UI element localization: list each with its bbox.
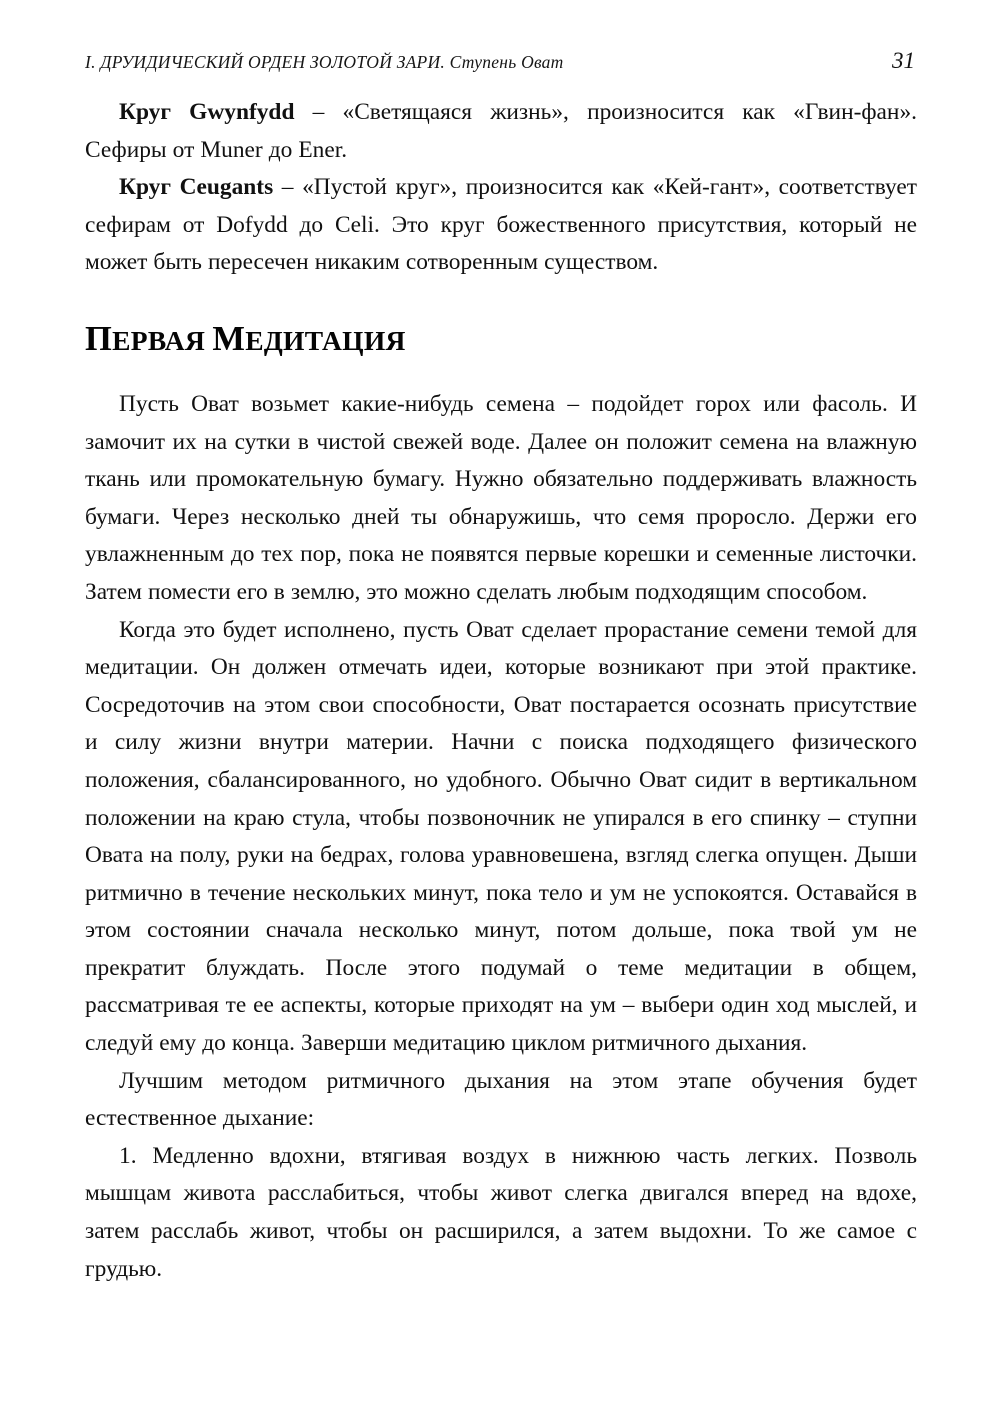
term-ceugants: Круг Ceugants: [119, 174, 274, 201]
page-number: 31: [892, 48, 915, 73]
paragraph-ceugants-text: – «Пустой круг», произносится как «Кей-гант», соответствует сефирам от Dofydd до Celi. Это круг божественного присутствия, который не может быть пересечен никаким сотворенным существом.: [85, 174, 917, 276]
term-gwynfydd: Круг Gwynfydd: [119, 99, 295, 125]
paragraph-meditation-practice: Когда это будет исполнено, пусть Оват сделает прорастание семени темой для медитации. Он должен отмечать идеи, которые возникают при этой практике. Сосредоточив на этом свои способности, Оват постарается осознать присутствие и силу жизни внутри материи. Начни с поиска подходящего физического положения, сбалансированного, но удобного. Обычно Оват сидит в вертикальном положении на краю стула, чтобы позвоночник не упирался в его спинку – ступни Овата на полу, руки на бедрах, голова уравновешена, взгляд слегка опущен. Дыши ритмично в течение нескольких минут, пока тело и ум не успокоятся. Оставайся в этом состоянии сначала несколько минут, потом дольше, пока твой ум не прекратит блуждать. После этого подумай о теме медитации в общем, рассматривая те ее аспекты, которые приходят на ум – выбери один ход мыслей, и следуй ему до конца. Заверши медитацию циклом ритмичного дыхания.: [85, 616, 917, 1057]
paragraph-breathing-step-1: 1. Медленно вдохни, втягивая воздух в нижнюю часть легких. Позволь мышцам живота расслабиться, чтобы живот слегка двигался вперед на вдохе, затем расслабь живот, чтобы он расширился, а затем выдохни. То же самое с грудью.: [85, 1142, 917, 1282]
paragraph-seeds: Пусть Оват возьмет какие-нибудь семена – подойдет горох или фасоль. И замочит их на сутки в чистой свежей воде. Далее он положит семена на влажную ткань или промокательную бумагу. Нужно обязательно поддерживать влажность бумаги. Через несколько дней ты обнаружишь, что семя проросло. Держи его увлажненным до тех пор, пока не появятся первые корешки и семенные листочки. Затем помести его в землю, это можно сделать любым подходящим способом.: [85, 390, 917, 605]
page-text-block: [85, 94, 917, 1288]
paragraph-gwynfydd-text: – «Светящаяся жизнь», произносится как «Гвин-фан». Сефиры от Muner до Ener.: [85, 99, 917, 163]
section-heading-first-meditation: [85, 319, 917, 358]
heading-cap-1: П: [85, 319, 113, 358]
paragraph-breathing-intro: Лучшим методом ритмичного дыхания на этом этапе обучения будет естественное дыхание:: [85, 1067, 917, 1132]
spacer-before-heading: [85, 282, 917, 322]
running-head-chapter: I. ДРУИДИЧЕСКИЙ ОРДЕН ЗОЛОТОЙ ЗАРИ.: [85, 52, 446, 72]
heading-rest-1: ЕРВАЯ: [112, 324, 206, 356]
heading-rest-2: ЕДИТАЦИЯ: [245, 324, 406, 356]
spacer-after-heading: [85, 358, 917, 386]
heading-cap-2: М: [212, 319, 246, 358]
paragraph-gwynfydd: [85, 94, 917, 169]
running-head: [85, 48, 917, 82]
running-head-title: [85, 52, 564, 73]
running-head-subtitle: Ступень Оват: [449, 52, 564, 72]
paragraph-ceugants: [85, 169, 917, 282]
